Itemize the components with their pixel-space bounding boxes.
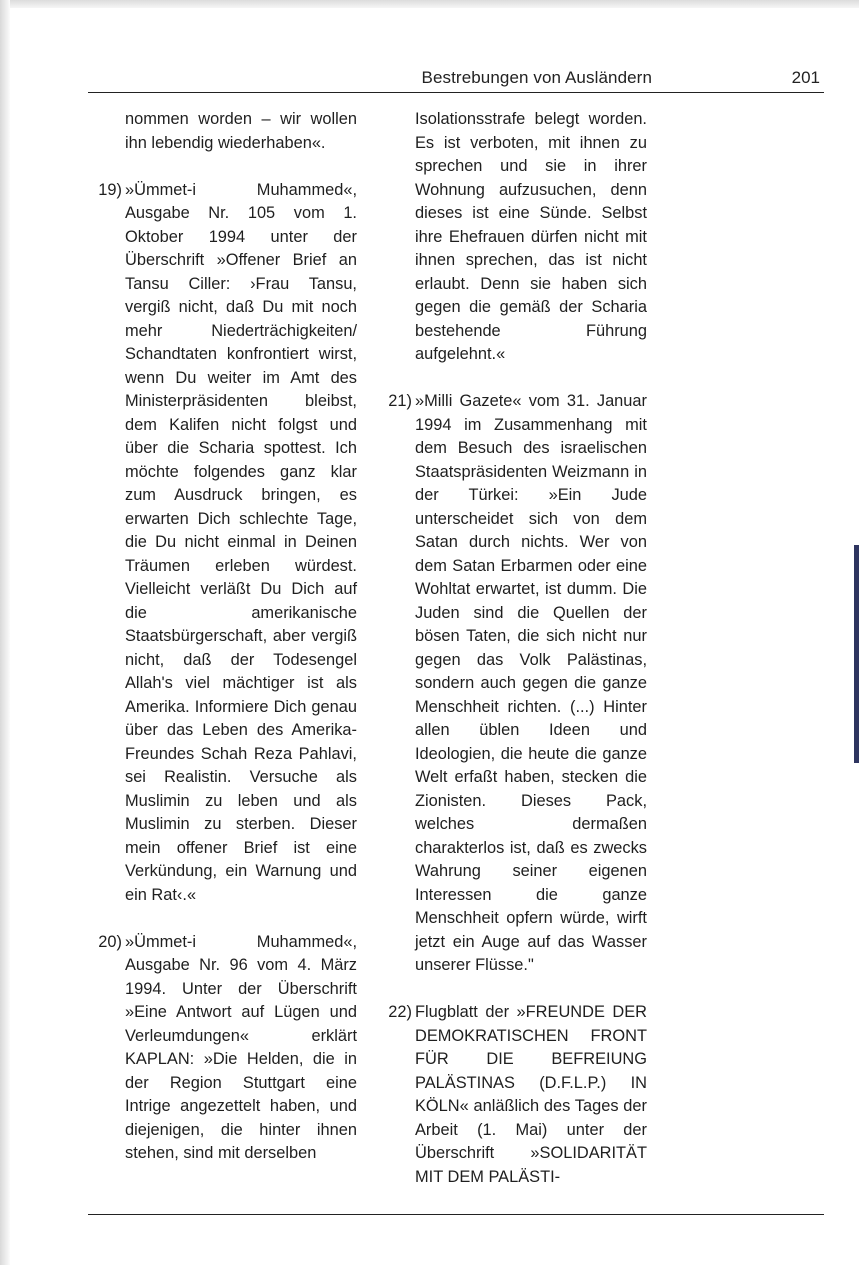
list-item (388, 1001, 647, 1189)
item-text: »Ümmet-i Muhammed«, Ausgabe Nr. 105 vom 1. Oktober 1994 unter der Überschrift »Offener Brief an Tansu Ciller: ›Frau Tansu, vergiß nicht, daß Du mit noch mehr Niederträchigkeiten/ Schandtaten konfrontiert wirst, wenn Du weiter im Amt des Ministerpräsidenten bleibst, dem Kalifen nicht folgst und über die Scharia spottest. Ich möchte folgendes ganz klar zum Ausdruck bringen, es erwarten Dich schlechte Tage, die Du nicht einmal in Deinen Träumen erleben würdest. Vielleicht verläßt Du Dich auf die amerikanische Staatsbürgerschaft, aber vergiß nicht, daß der Todesengel Allah's viel mächtiger ist als Amerika. Informiere Dich genau über das Leben des Amerika-Freundes Schah Reza Pahlavi, sei Realistin. Versuche als Muslimin zu leben und als Muslimin zu sterben. Dieser mein offener Brief ist eine Verkündung, ein Warnung und ein Rat‹.« (125, 180, 357, 904)
item-number: 21) (388, 392, 412, 410)
running-title: Bestrebungen von Ausländern (421, 68, 652, 87)
scan-edge-left (0, 0, 10, 1265)
item-number: 20) (98, 932, 122, 951)
continuation-text: Isolationsstrafe belegt worden. Es ist verboten, mit ihnen zu sprechen und sie in ihrer Wohnung aufzusuchen, denn dieses ist eine Sünde. Selbst ihre Ehefrauen dürfen nicht mit ihnen sprechen, das ist nicht erlaubt. Denn sie haben sich gegen die gemäß der Scharia bestehende Führung aufgelehnt.« (415, 110, 647, 363)
item-text: Flugblatt der »FREUNDE DER DEMOKRATISCHEN FRONT FÜR DIE BEFREIUNG PALÄSTINAS (D.F.L.P.) IN KÖLN« anläßlich des Tages der Arbeit (1. Mai) unter der Überschrift »SOLIDARITÄT MIT DEM PALÄSTI- (415, 1003, 647, 1186)
page-number: 201 (791, 68, 820, 87)
continuation-text: nommen worden – wir wollen ihn lebendig wiederhaben«. (125, 110, 357, 152)
running-header (88, 62, 824, 93)
scan-edge-top (0, 0, 859, 8)
thumb-index-tab (854, 545, 859, 763)
item-text: »Milli Gazete« vom 31. Januar 1994 im Zusammenhang mit dem Besuch des israelischen Staatspräsidenten Weizmann in der Türkei: »Ein Jude unterscheidet sich von dem Satan durch nichts. Wer von dem Satan Erbarmen oder eine Wohltat erwartet, ist dumm. Die Juden sind die Quellen der bösen Taten, die sich nicht nur gegen das Volk Palästinas, sondern auch gegen die ganze Menschheit richten. (...) Hinter allen üblen Ideen und Ideologien, die heute die ganze Welt erfaßt haben, stecken die Zionisten. Dieses Pack, welches dermaßen charakterlos ist, daß es zwecks Wahrung seiner eigenen Interessen die ganze Menschheit opfern würde, wirft jetzt ein Auge auf das Wasser unserer Flüsse." (415, 392, 647, 974)
right-column (388, 108, 647, 1189)
item-text: »Ümmet-i Muhammed«, Ausgabe Nr. 96 vom 4. März 1994. Unter der Überschrift »Eine Antwort auf Lügen und Verleumdungen« erklärt KAPLAN: »Die Helden, die in der Region Stuttgart eine Intrige angezettelt haben, und diejenigen, die hinter ihnen stehen, sind mit derselben (125, 932, 357, 1162)
list-item (98, 179, 357, 908)
list-item (98, 931, 357, 1166)
list-item (388, 390, 647, 978)
footer-rule (88, 1214, 824, 1215)
left-column (98, 108, 357, 1166)
item-number: 22) (388, 1003, 412, 1021)
item-number: 19) (98, 180, 122, 199)
